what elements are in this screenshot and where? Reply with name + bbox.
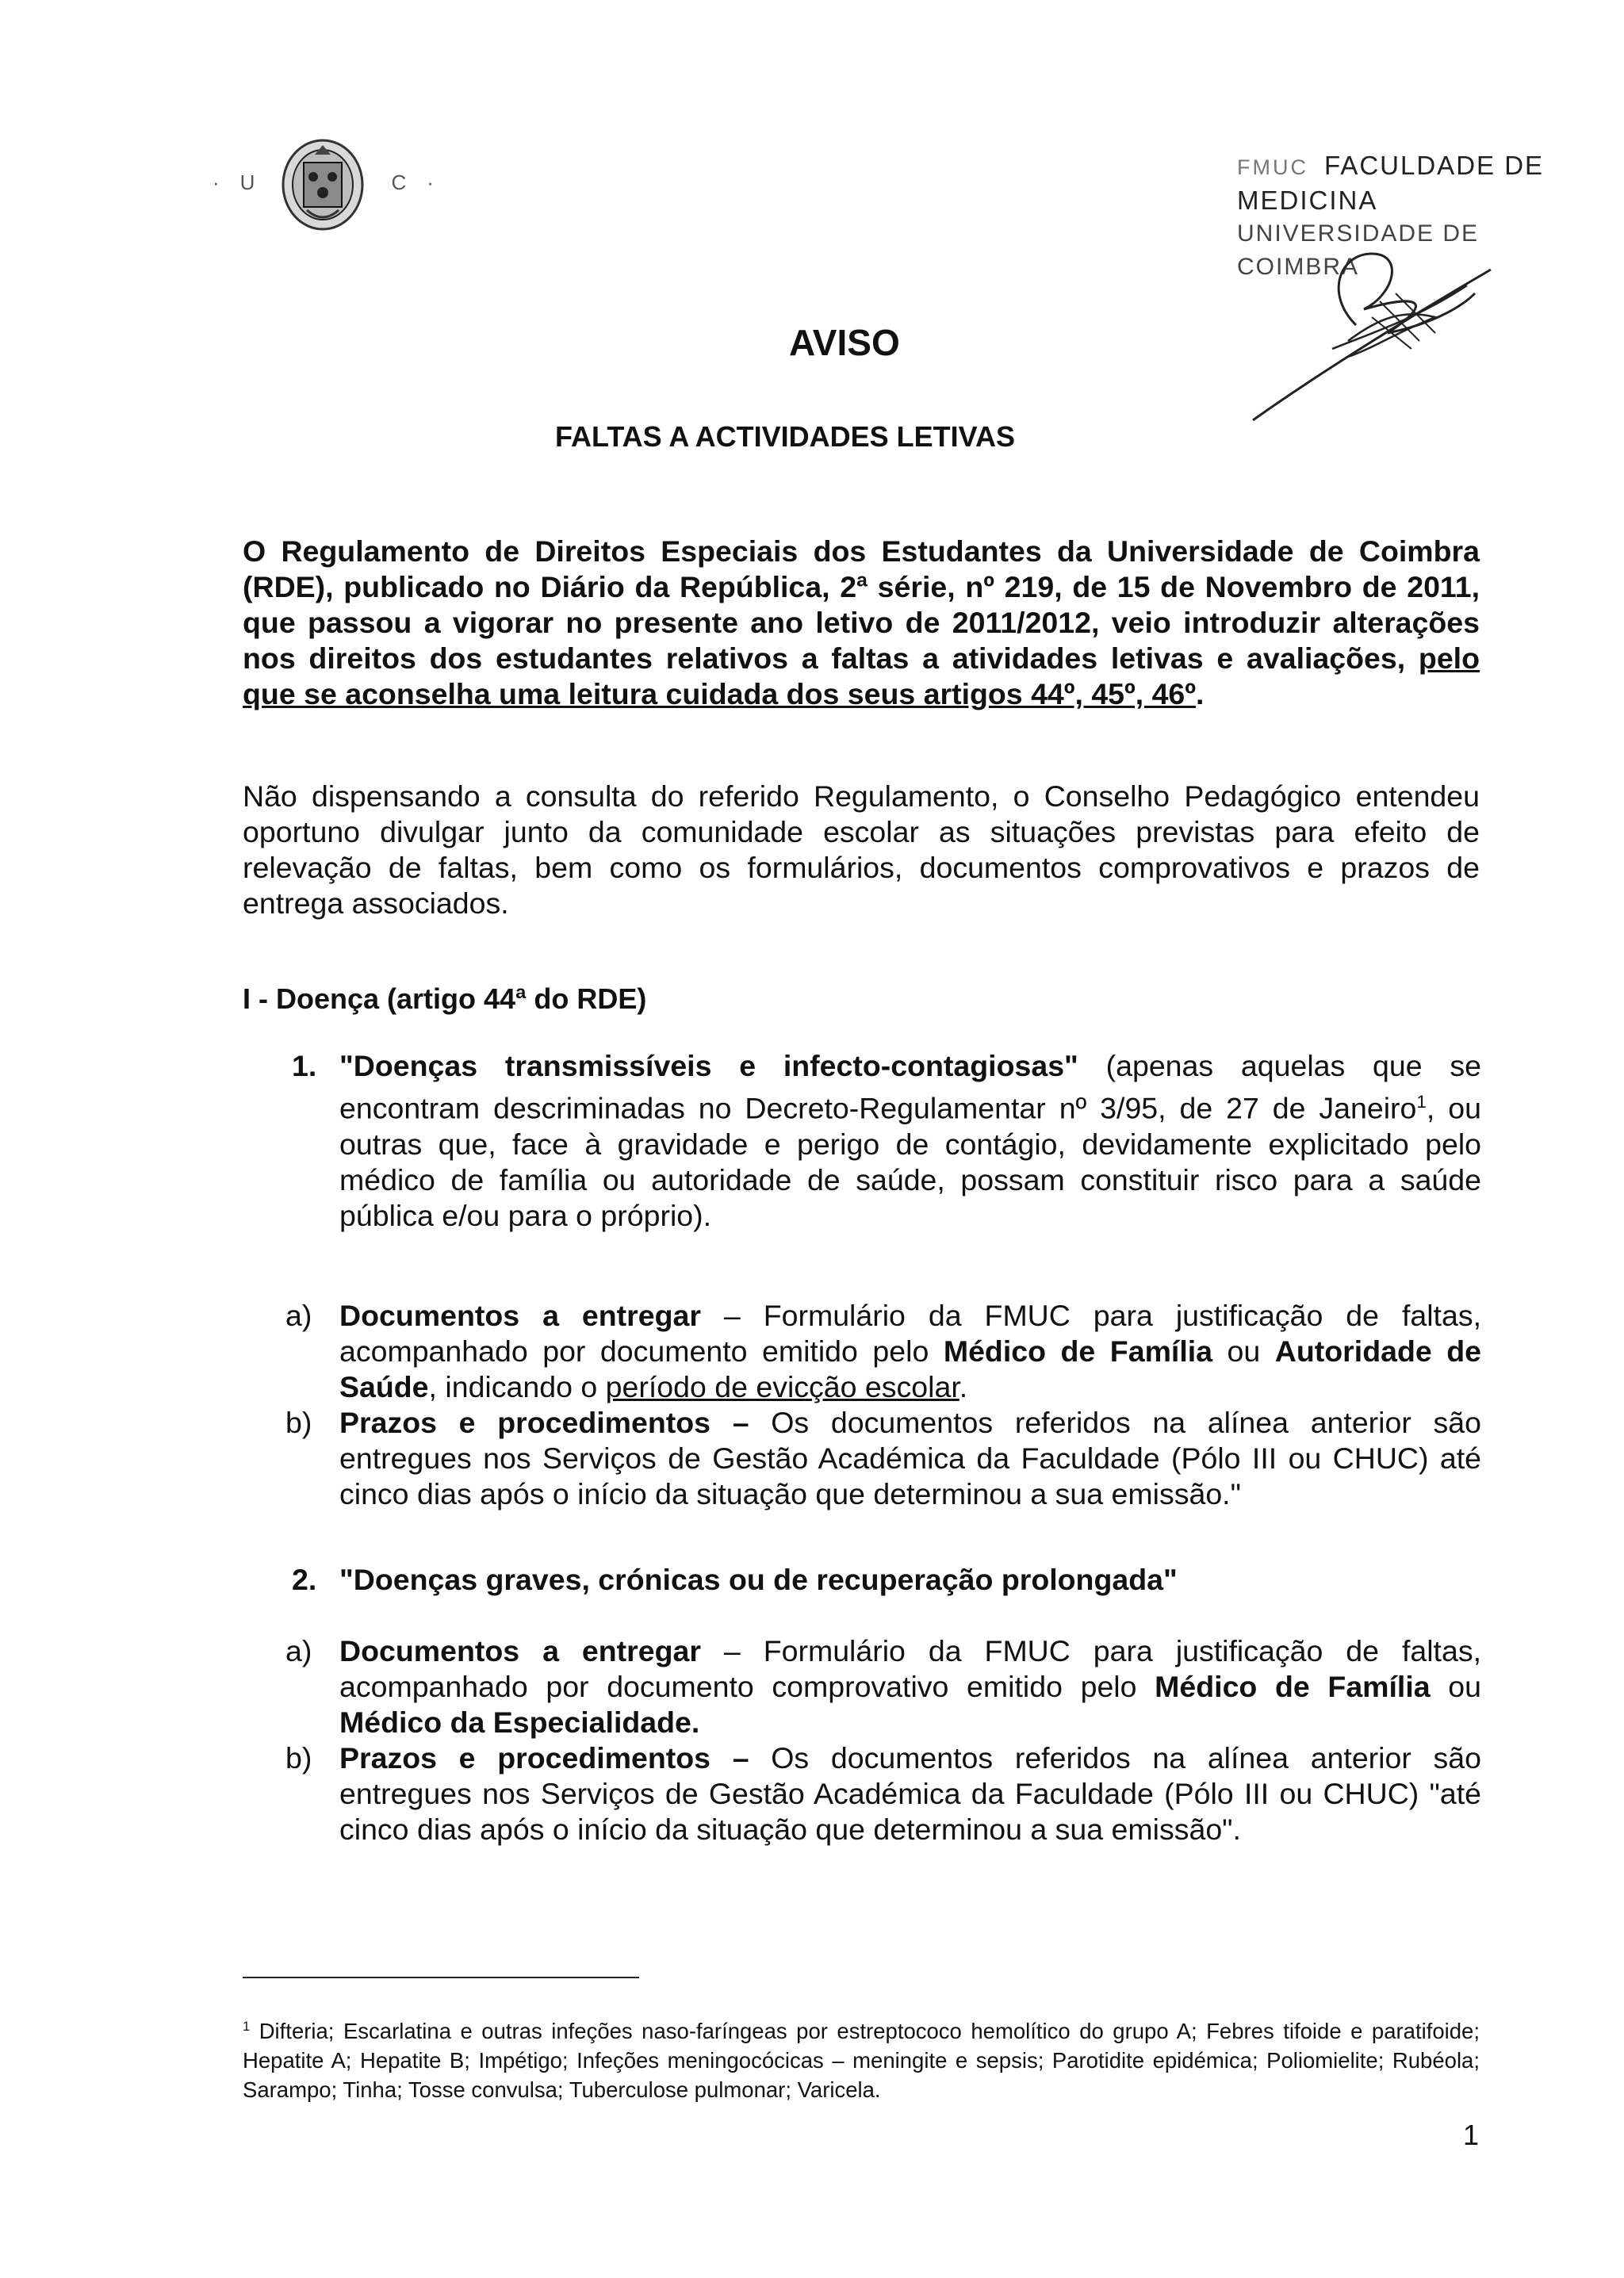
item-1a-text — [339, 1298, 1481, 1405]
intro-paragraph — [243, 534, 1480, 712]
university-name: UNIVERSIDADE DE COIMBRA — [1237, 220, 1480, 280]
item-2b-label: b) — [285, 1741, 312, 1775]
item-2a-body: – Formulário da FMUC para justificação de faltas, acompanhado por documento comprovativo emitido pelo — [339, 1634, 1481, 1703]
footnote-ref: 1 — [1416, 1092, 1427, 1112]
footnote-number: 1 — [243, 2020, 251, 2034]
second-paragraph: Não dispensando a consulta do referido Regulamento, o Conselho Pedagógico entendeu oportuno divulgar junto da comunidade escolar as situações previstas para efeito de relevação de faltas, bem como os formulários, documentos comprovativos e prazos de entrega associados. — [243, 779, 1480, 920]
item-1-body-cont: , ou outras que, face à gravidade e perigo de contágio, devidamente explicitado pelo médico de família ou autoridade de saúde, possam constituir risco para a saúde pública e/ou para o próprio). — [339, 1091, 1481, 1232]
item-1b-label: b) — [285, 1406, 312, 1439]
item-number: 2. — [292, 1563, 317, 1596]
item-1b-text — [339, 1405, 1481, 1512]
letterhead-left — [213, 131, 434, 234]
item-2a-bold3: Médico da Especialidade. — [339, 1706, 700, 1739]
item-2-title — [339, 1562, 1481, 1598]
item-1b-bold: Prazos e procedimentos – — [339, 1406, 749, 1439]
footnote-text: Difteria; Escarlatina e outras infeções naso-faríngeas por estreptococo hemolítico do grupo A; Febres tifoide e paratifoide; Hepatite A; Hepatite B; Impétigo; Infeções meningocócicas – meningite e sepsis; Parotidite epidémica; Poliomielite; Rubéola; Sarampo; Tinha; Tosse convulsa; Tuberculose pulmonar; Varicela. — [243, 2019, 1480, 2103]
item-1-body: (apenas aquelas que se encontram descriminadas no Decreto-Regulamentar nº 3/95, de 27 de Janeiro — [339, 1049, 1481, 1125]
item-1a-body2: ou — [1212, 1334, 1275, 1368]
item-1-title: "Doenças transmissíveis e infecto-contagiosas" — [339, 1049, 1078, 1082]
footnote — [243, 2012, 1480, 2104]
item-2b-text — [339, 1740, 1481, 1847]
item-2a-bold2: Médico de Família — [1155, 1670, 1431, 1703]
faculty-name: FACULDADE DE MEDICINA — [1237, 151, 1545, 215]
item-number: 1. — [292, 1049, 317, 1082]
letterhead-mark: C — [391, 170, 407, 194]
footnote-divider — [243, 1977, 639, 1978]
section-heading: I - Doença (artigo 44ª do RDE) — [243, 982, 647, 1015]
item-2-title-text: "Doenças graves, crónicas ou de recuperação prolongada" — [339, 1563, 1178, 1596]
item-1a-bold2: Médico de Família — [943, 1334, 1213, 1368]
signature-icon — [1237, 238, 1499, 428]
page-subtitle: FALTAS A ACTIVIDADES LETIVAS — [555, 420, 1016, 453]
page-number: 1 — [1463, 2119, 1480, 2151]
letterhead-mark: · — [427, 170, 434, 194]
item-1a-bold: Documentos a entregar — [339, 1299, 701, 1332]
intro-underlined-text: pelo que se aconselha uma leitura cuidada dos seus artigos 44º, 45º, 46º — [243, 641, 1480, 710]
item-2a-text — [339, 1633, 1481, 1740]
item-2b-body: Os documentos referidos na alínea anterior são entregues nos Serviços de Gestão Académica da Faculdade (Pólo III ou CHUC) "até cinco dias após o início da situação que determinou a sua emissão". — [339, 1741, 1481, 1846]
letterhead-mark: U — [239, 170, 255, 194]
item-2a-body2: ou — [1430, 1670, 1482, 1703]
item-1a-body3: , indicando o — [428, 1370, 606, 1403]
item-1-text — [339, 1048, 1481, 1234]
item-1a-body: – Formulário da FMUC para justificação de faltas, acompanhado por documento emitido pelo — [339, 1299, 1481, 1368]
item-1b-body: Os documentos referidos na alínea anterior são entregues nos Serviços de Gestão Académica da Faculdade (Pólo III ou CHUC) até cinco dias após o início da situação que determinou a sua emissão." — [339, 1406, 1481, 1510]
item-2a-bold: Documentos a entregar — [339, 1634, 701, 1667]
item-2a-label: a) — [285, 1634, 312, 1667]
intro-text-end: . — [1195, 677, 1205, 710]
item-1a-label: a) — [285, 1299, 312, 1332]
university-seal-icon — [275, 131, 370, 234]
item-1a-end: . — [959, 1370, 968, 1403]
item-1a-bold3: Autoridade de Saúde — [339, 1334, 1481, 1403]
letterhead-line1 — [1237, 149, 1554, 217]
item-2b-bold: Prazos e procedimentos – — [339, 1741, 749, 1775]
intro-text: O Regulamento de Direitos Especiais dos Estudantes da Universidade de Coimbra (RDE), publicado no Diário da República, 2ª série, nº 219, de 15 de Novembro de 2011, que passou a vigorar no presente ano letivo de 2011/2012, veio introduzir alterações nos direitos dos estudantes relativos a faltas a atividades letivas e avaliações, — [243, 534, 1480, 675]
letterhead-mark: · — [213, 170, 220, 194]
item-1a-underlined: período de evicção escolar — [605, 1370, 959, 1403]
fmuc-abbrev: FMUC — [1237, 155, 1308, 179]
page-title: AVISO — [789, 322, 900, 363]
